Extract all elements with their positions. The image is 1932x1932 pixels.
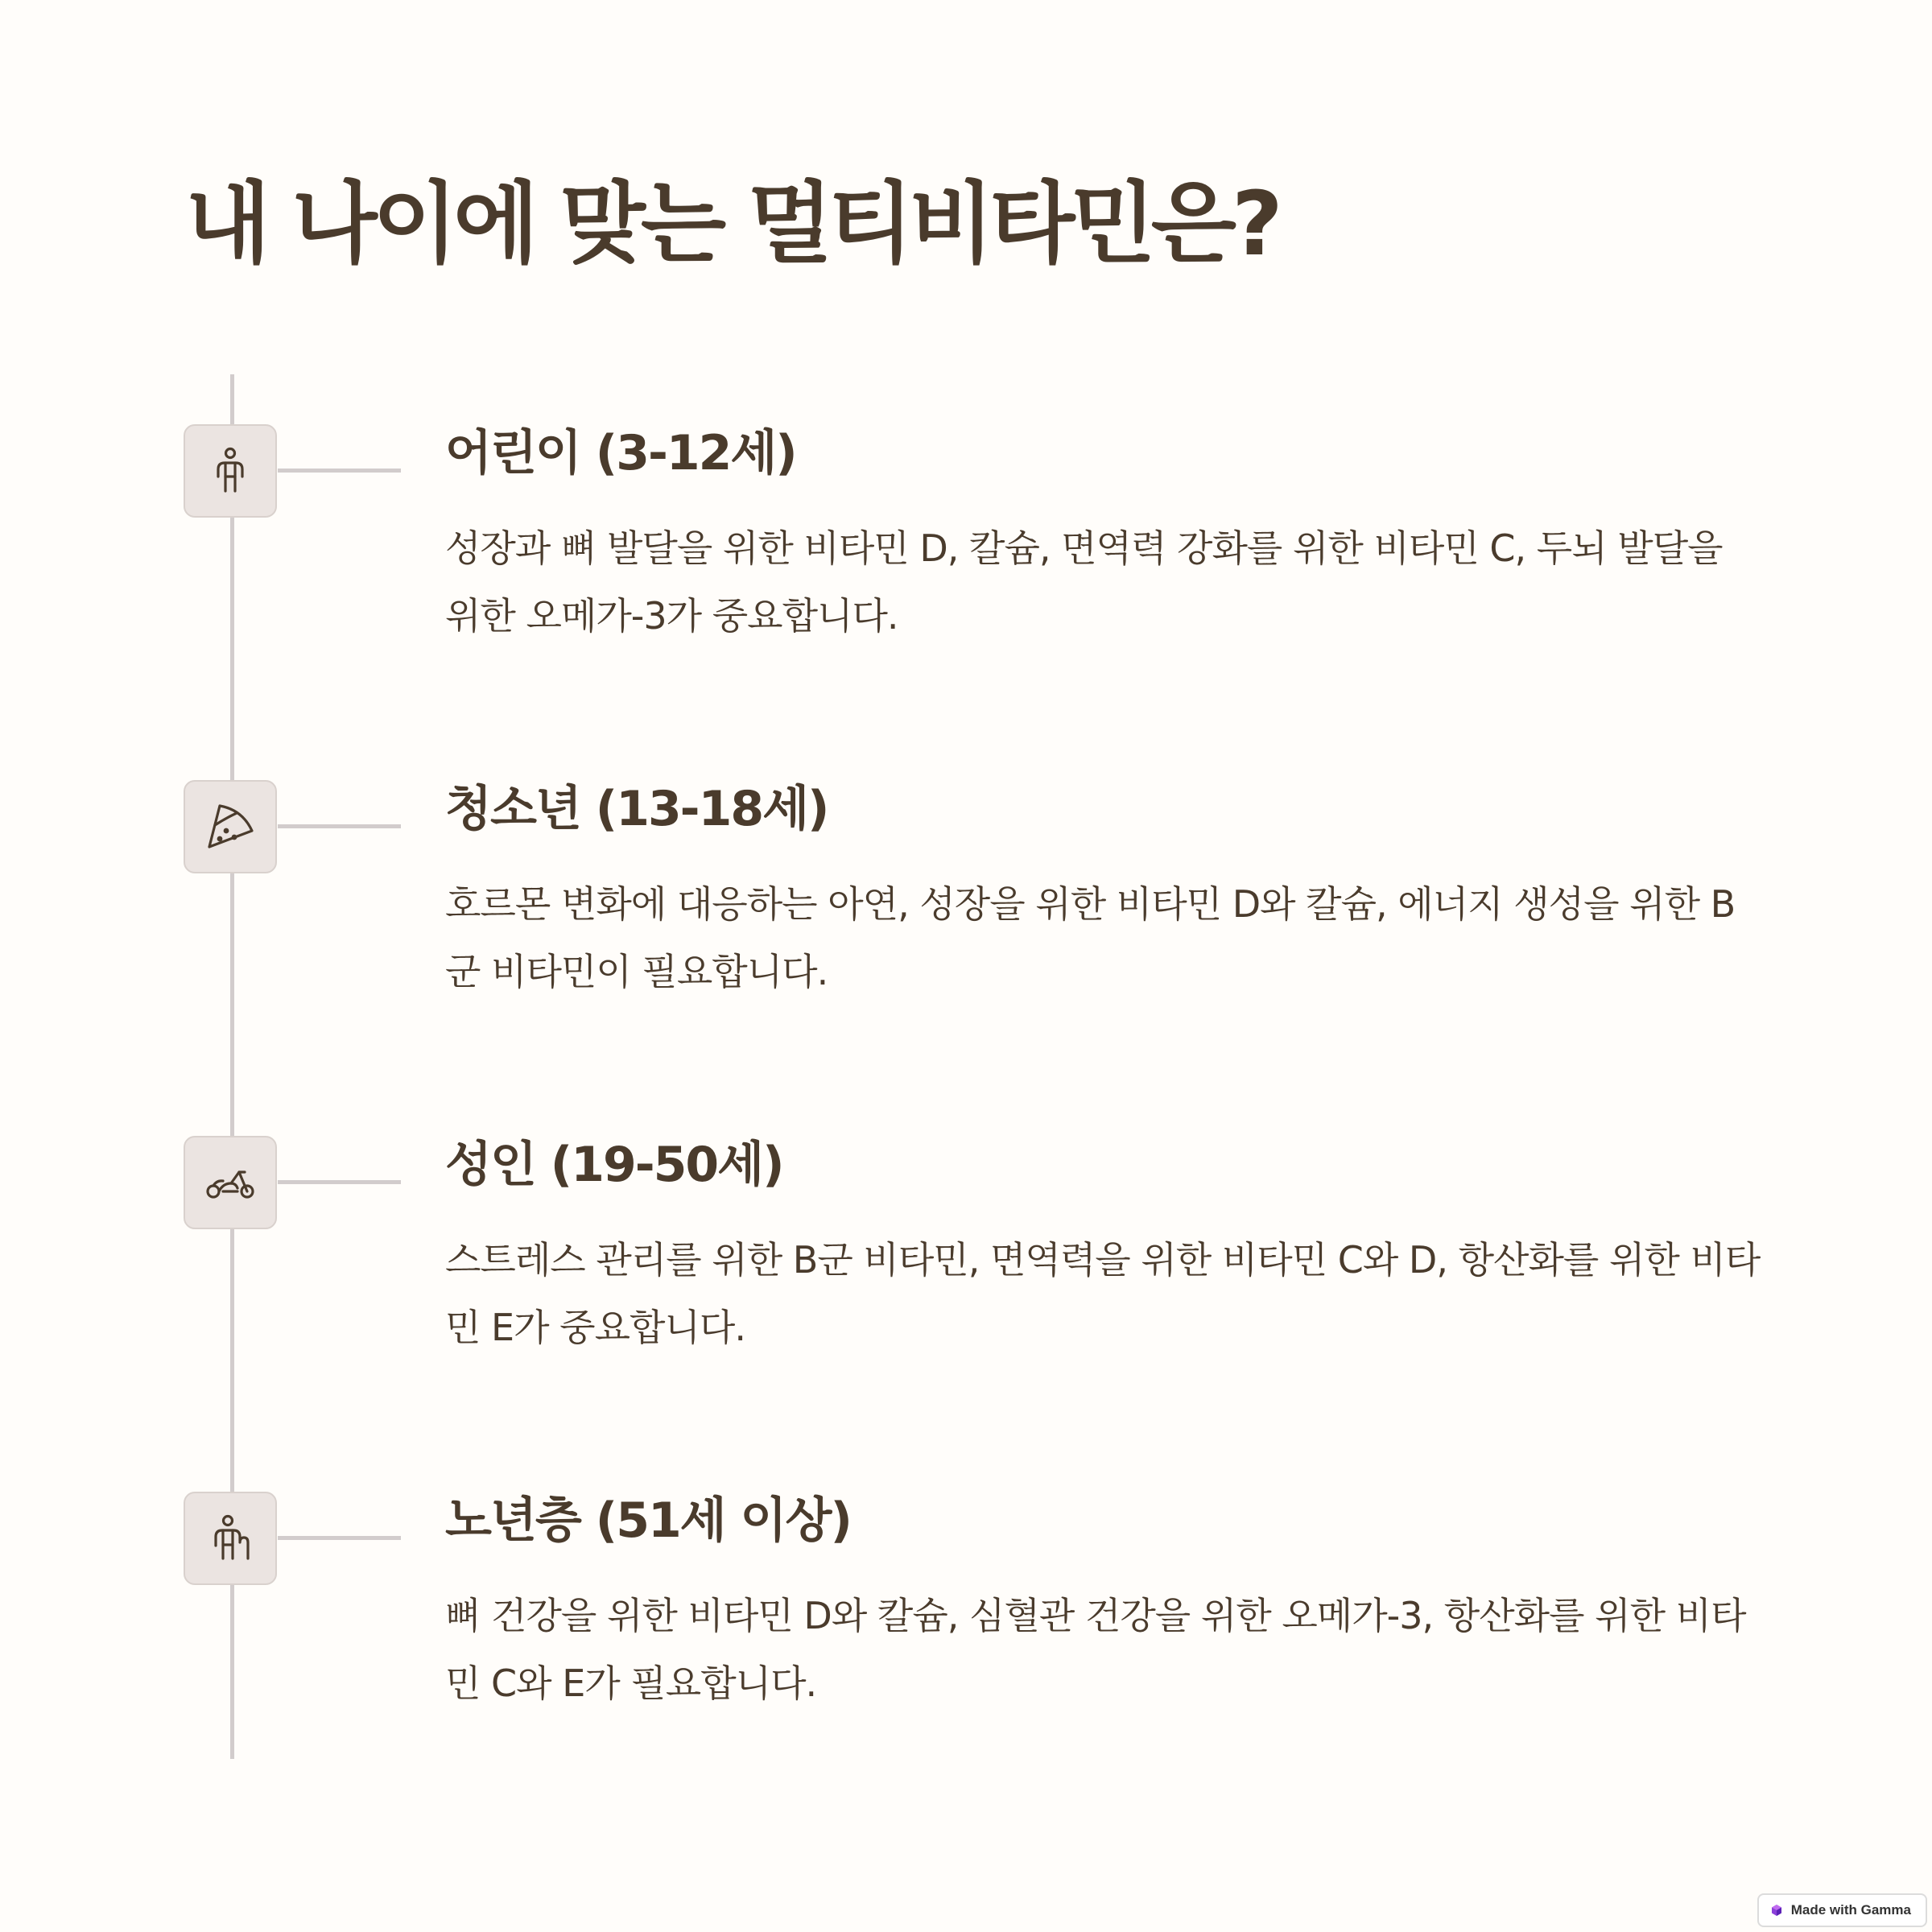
pizza-icon <box>202 799 258 855</box>
page-title: 내 나이에 맞는 멀티비타민은? <box>185 172 1278 275</box>
item-heading: 청소년 (13-18세) <box>445 781 828 837</box>
item-heading: 노년층 (51세 이상) <box>445 1492 851 1549</box>
timeline-item-seniors <box>0 1492 1932 1749</box>
icon-box <box>184 780 277 873</box>
gamma-logo-icon <box>1770 1904 1783 1917</box>
item-heading: 성인 (19-50세) <box>445 1137 783 1193</box>
timeline-item-children <box>0 424 1932 682</box>
connector-line <box>278 469 401 473</box>
icon-box <box>184 424 277 518</box>
badge-label: Made with Gamma <box>1790 1902 1911 1918</box>
item-description: 성장과 뼈 발달을 위한 비타민 D, 칼슘, 면역력 강화를 위한 비타민 C, 두뇌 발달을 위한 오메가-3가 중요합니다. <box>445 526 1723 638</box>
item-description: 스트레스 관리를 위한 B군 비타민, 면역력을 위한 비타민 C와 D, 항산화를 위한 비타민 E가 중요합니다. <box>445 1238 1761 1349</box>
timeline-item-adults <box>0 1136 1932 1393</box>
connector-line <box>278 1536 401 1540</box>
child-icon <box>202 443 258 499</box>
connector-line <box>278 824 401 828</box>
made-with-gamma-badge[interactable] <box>1757 1893 1927 1927</box>
item-heading: 어린이 (3-12세) <box>445 425 796 481</box>
icon-box <box>184 1492 277 1585</box>
item-description: 호르몬 변화에 대응하는 아연, 성장을 위한 비타민 D와 칼슘, 에너지 생성을 위한 B군 비타민이 필요합니다. <box>445 882 1736 993</box>
timeline-item-teens <box>0 780 1932 1038</box>
item-description: 뼈 건강을 위한 비타민 D와 칼슘, 심혈관 건강을 위한 오메가-3, 항산화를 위한 비타민 C와 E가 필요합니다. <box>445 1594 1746 1705</box>
scooter-icon <box>202 1154 258 1211</box>
icon-box <box>184 1136 277 1229</box>
elderly-cane-icon <box>202 1510 258 1567</box>
connector-line <box>278 1180 401 1184</box>
